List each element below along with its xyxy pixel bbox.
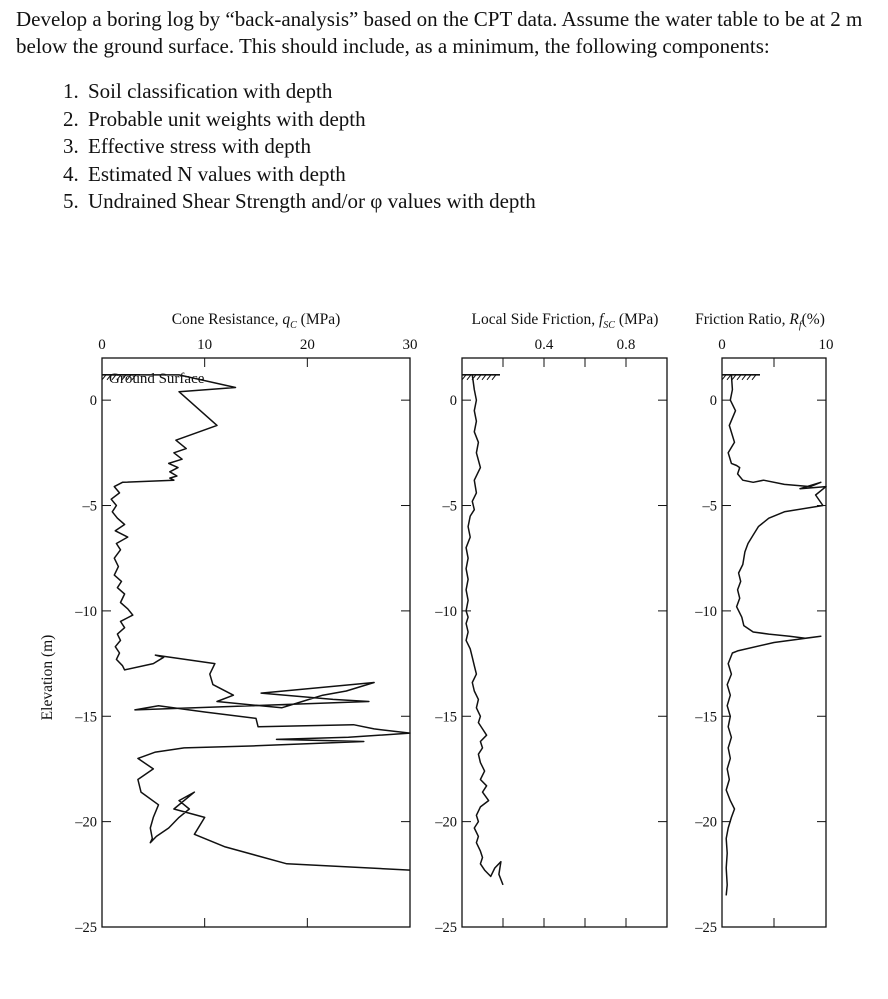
y-axis-label: Elevation (m): [39, 634, 56, 721]
y-tick-label: 0: [89, 393, 97, 410]
data-line-fsc: [466, 375, 503, 885]
y-tick-label: –15: [435, 709, 457, 726]
y-tick-label: –20: [75, 814, 97, 831]
y-tick-label: –5: [442, 498, 457, 515]
task-item: 1. Soil classification with depth: [84, 78, 878, 106]
y-tick-label: –10: [435, 603, 457, 620]
chart-title: Friction Ratio, $R_f(\%)$: [695, 311, 825, 331]
problem-text: Develop a boring log by “back-analysis” based on the CPT data. Assume the water table to be at 2 m below the ground surface. This should include, as a minimum, the following components:: [16, 7, 863, 58]
x-tick-label: 10: [818, 337, 834, 353]
x-tick-label: 10: [197, 337, 213, 353]
x-tick-label: 20: [299, 337, 315, 353]
y-tick-label: –10: [695, 603, 717, 620]
x-tick-label: 0.4: [534, 337, 554, 353]
plot-frame: [462, 358, 667, 927]
plot-frame: [102, 358, 410, 927]
y-tick-label: –20: [435, 814, 457, 831]
task-item: 4. Estimated N values with depth: [84, 161, 878, 189]
y-tick-label: –20: [695, 814, 717, 831]
data-line-Rf: [726, 375, 826, 896]
y-tick-label: –5: [82, 498, 97, 515]
x-tick-label: 0.8: [616, 337, 636, 353]
y-tick-label: –5: [702, 498, 717, 515]
task-item: 5. Undrained Shear Strength and/or φ values with depth: [84, 188, 878, 216]
chart-panel-3: [722, 358, 826, 927]
task-item: 3. Effective stress with depth: [84, 133, 878, 161]
problem-statement: [16, 6, 878, 216]
y-tick-label: –15: [695, 709, 717, 726]
y-tick-label: –25: [75, 920, 97, 936]
x-tick-label: 30: [402, 337, 418, 353]
y-tick-label: –10: [75, 603, 97, 620]
y-tick-label: –15: [75, 709, 97, 726]
cpt-chart-svg: [0, 300, 888, 960]
y-tick-label: 0: [709, 393, 717, 410]
chart-title: Cone Resistance, $q_C$ (MPa): [171, 311, 341, 331]
y-tick-label: –25: [695, 920, 717, 936]
task-item: 2. Probable unit weights with depth: [84, 106, 878, 134]
task-list: [16, 78, 878, 216]
cpt-figure: [0, 300, 888, 965]
y-tick-label: –25: [435, 920, 457, 936]
chart-panel-1: [102, 358, 410, 927]
x-tick-label: 0: [98, 337, 106, 353]
chart-title: Local Side Friction, $f_{SC}$ (MPa): [471, 311, 659, 331]
chart-panel-2: [462, 358, 667, 927]
ground-surface-label: Ground Surface: [109, 371, 205, 387]
data-line-qc: [111, 375, 410, 870]
y-tick-label: 0: [449, 393, 457, 410]
x-tick-label: 0: [718, 337, 726, 353]
